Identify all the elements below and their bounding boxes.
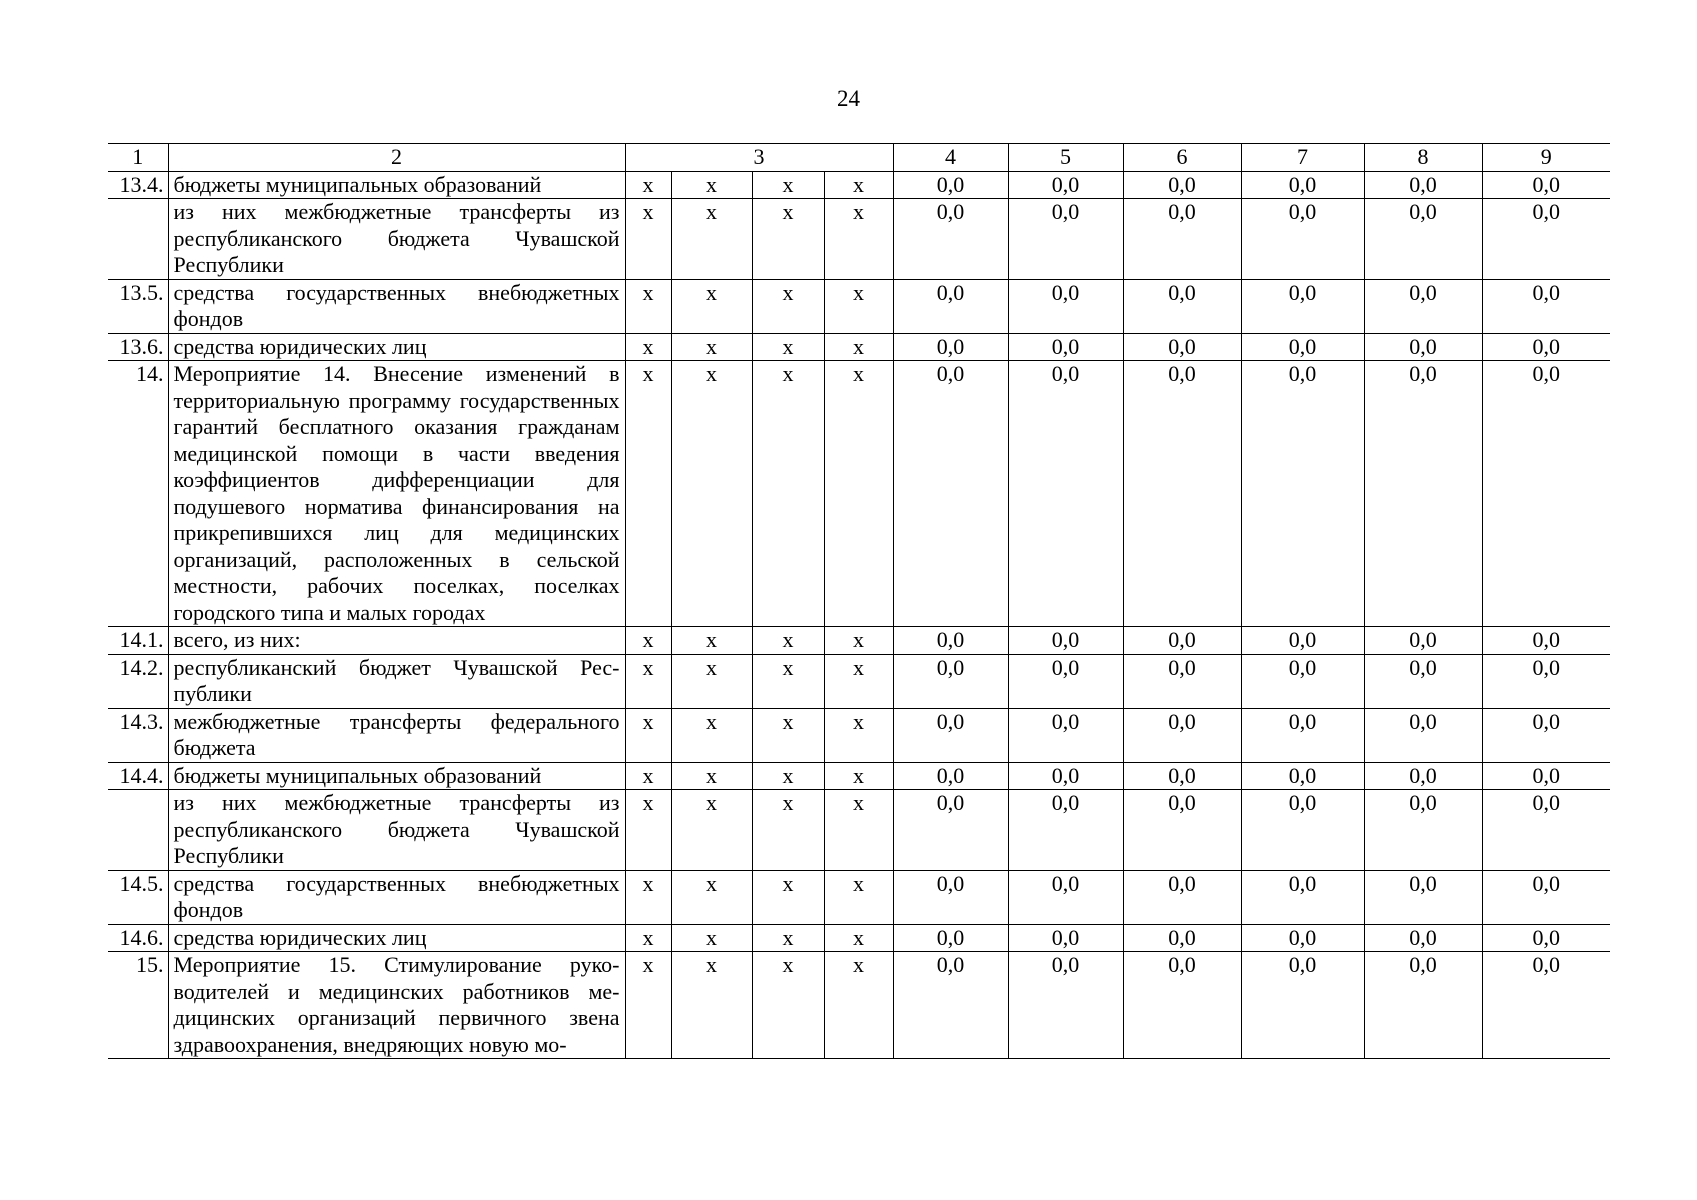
value-cell-col-9: 0,0 [1482,762,1610,790]
value-cell-col-4: 0,0 [893,924,1008,952]
value-cell-col-7: 0,0 [1241,708,1364,762]
header-cell-col-6: 6 [1123,144,1241,172]
value-cell-col-6: 0,0 [1123,870,1241,924]
value-cell-col-9: 0,0 [1482,952,1610,1059]
x-mark-cell: х [671,333,752,361]
table-row [108,924,1610,952]
value-cell-col-7: 0,0 [1241,762,1364,790]
value-cell-col-9: 0,0 [1482,171,1610,199]
x-mark-cell: х [752,924,824,952]
value-cell-col-4: 0,0 [893,279,1008,333]
table-row [108,762,1610,790]
x-mark-cell: х [671,654,752,708]
value-cell-col-5: 0,0 [1008,333,1123,361]
x-mark-cell: х [671,199,752,280]
value-cell-col-5: 0,0 [1008,279,1123,333]
value-cell-col-4: 0,0 [893,762,1008,790]
value-cell-col-7: 0,0 [1241,171,1364,199]
value-cell-col-5: 0,0 [1008,924,1123,952]
row-number-cell: 15. [108,952,168,1059]
row-number-cell: 13.4. [108,171,168,199]
page-number: 24 [837,86,860,111]
value-cell-col-4: 0,0 [893,333,1008,361]
value-cell-col-9: 0,0 [1482,279,1610,333]
x-mark-cell: х [752,708,824,762]
value-cell-col-8: 0,0 [1364,654,1482,708]
header-cell-col-1: 1 [108,144,168,172]
value-cell-col-6: 0,0 [1123,708,1241,762]
value-cell-col-7: 0,0 [1241,952,1364,1059]
value-cell-col-8: 0,0 [1364,790,1482,871]
row-description-cell: Мероприятие 15. Стимулирование руководителей и медицинских работников медицинских организаций первичного звена здравоохранения, внедряющих новую мо- [168,952,625,1059]
x-mark-cell: х [824,654,893,708]
header-cell-col-3: 3 [625,144,893,172]
x-mark-cell: х [824,790,893,871]
value-cell-col-6: 0,0 [1123,333,1241,361]
value-cell-col-4: 0,0 [893,790,1008,871]
value-cell-col-9: 0,0 [1482,790,1610,871]
value-cell-col-9: 0,0 [1482,708,1610,762]
value-cell-col-5: 0,0 [1008,627,1123,655]
value-cell-col-9: 0,0 [1482,654,1610,708]
x-mark-cell: х [625,361,671,627]
table-row [108,171,1610,199]
value-cell-col-4: 0,0 [893,952,1008,1059]
value-cell-col-4: 0,0 [893,627,1008,655]
value-cell-col-9: 0,0 [1482,199,1610,280]
value-cell-col-9: 0,0 [1482,333,1610,361]
value-cell-col-8: 0,0 [1364,171,1482,199]
value-cell-col-7: 0,0 [1241,654,1364,708]
x-mark-cell: х [625,333,671,361]
value-cell-col-4: 0,0 [893,870,1008,924]
row-number-cell: 13.5. [108,279,168,333]
x-mark-cell: х [625,279,671,333]
header-cell-col-5: 5 [1008,144,1123,172]
value-cell-col-7: 0,0 [1241,790,1364,871]
x-mark-cell: х [625,924,671,952]
value-cell-col-8: 0,0 [1364,952,1482,1059]
table-row [108,627,1610,655]
x-mark-cell: х [824,279,893,333]
header-cell-col-7: 7 [1241,144,1364,172]
row-description-cell: средства государственных внебюджетных фондов [168,279,625,333]
x-mark-cell: х [625,199,671,280]
x-mark-cell: х [671,171,752,199]
value-cell-col-5: 0,0 [1008,171,1123,199]
table-row [108,361,1610,627]
value-cell-col-6: 0,0 [1123,199,1241,280]
value-cell-col-8: 0,0 [1364,361,1482,627]
table-row [108,654,1610,708]
value-cell-col-6: 0,0 [1123,627,1241,655]
row-number-cell: 14.3. [108,708,168,762]
x-mark-cell: х [625,870,671,924]
value-cell-col-7: 0,0 [1241,333,1364,361]
x-mark-cell: х [671,627,752,655]
header-row [108,144,1610,172]
x-mark-cell: х [752,870,824,924]
row-number-cell: 14.2. [108,654,168,708]
header-cell-col-9: 9 [1482,144,1610,172]
value-cell-col-8: 0,0 [1364,627,1482,655]
x-mark-cell: х [752,762,824,790]
value-cell-col-9: 0,0 [1482,924,1610,952]
x-mark-cell: х [671,708,752,762]
value-cell-col-6: 0,0 [1123,279,1241,333]
x-mark-cell: х [671,762,752,790]
value-cell-col-5: 0,0 [1008,762,1123,790]
row-number-cell: 14.1. [108,627,168,655]
x-mark-cell: х [824,708,893,762]
program-table [108,143,1610,1059]
x-mark-cell: х [824,171,893,199]
value-cell-col-6: 0,0 [1123,924,1241,952]
row-description-cell: средства юридических лиц [168,924,625,952]
value-cell-col-6: 0,0 [1123,361,1241,627]
x-mark-cell: х [752,279,824,333]
row-description-cell: всего, из них: [168,627,625,655]
table-row [108,952,1610,1059]
x-mark-cell: х [752,790,824,871]
value-cell-col-4: 0,0 [893,654,1008,708]
row-description-cell: республиканский бюджет Чувашской Республики [168,654,625,708]
x-mark-cell: х [625,952,671,1059]
header-cell-col-2: 2 [168,144,625,172]
x-mark-cell: х [625,171,671,199]
x-mark-cell: х [625,654,671,708]
value-cell-col-6: 0,0 [1123,790,1241,871]
x-mark-cell: х [824,361,893,627]
row-description-cell: из них межбюджетные трансферты из республиканского бюджета Чувашской Республики [168,199,625,280]
row-number-cell [108,199,168,280]
row-number-cell [108,790,168,871]
value-cell-col-8: 0,0 [1364,924,1482,952]
x-mark-cell: х [824,762,893,790]
value-cell-col-8: 0,0 [1364,279,1482,333]
value-cell-col-9: 0,0 [1482,361,1610,627]
x-mark-cell: х [824,627,893,655]
value-cell-col-8: 0,0 [1364,708,1482,762]
row-description-cell: межбюджетные трансферты федерального бюджета [168,708,625,762]
row-description-cell: бюджеты муниципальных образований [168,171,625,199]
x-mark-cell: х [625,627,671,655]
row-number-cell: 13.6. [108,333,168,361]
value-cell-col-4: 0,0 [893,361,1008,627]
row-description-cell: бюджеты муниципальных образований [168,762,625,790]
row-number-cell: 14.5. [108,870,168,924]
value-cell-col-6: 0,0 [1123,952,1241,1059]
x-mark-cell: х [752,199,824,280]
value-cell-col-7: 0,0 [1241,279,1364,333]
value-cell-col-4: 0,0 [893,171,1008,199]
x-mark-cell: х [752,627,824,655]
value-cell-col-9: 0,0 [1482,627,1610,655]
x-mark-cell: х [671,870,752,924]
row-description-cell: из них межбюджетные трансферты из республиканского бюджета Чувашской Республики [168,790,625,871]
value-cell-col-4: 0,0 [893,199,1008,280]
value-cell-col-8: 0,0 [1364,762,1482,790]
table-row [108,279,1610,333]
value-cell-col-8: 0,0 [1364,870,1482,924]
row-number-cell: 14.4. [108,762,168,790]
table-row [108,333,1610,361]
value-cell-col-7: 0,0 [1241,627,1364,655]
row-description-cell: Мероприятие 14. Внесение изменений в территориальную программу государственных гарантий бесплатного оказания гражданам медицинской помощи в части введения коэффициентов дифференциации для подушевого норматива финансирования на прикрепившихся лиц для медицинских организаций, расположенных в сельской местности, рабочих поселках, поселках городского типа и малых городах [168,361,625,627]
value-cell-col-5: 0,0 [1008,199,1123,280]
x-mark-cell: х [671,790,752,871]
x-mark-cell: х [824,952,893,1059]
value-cell-col-5: 0,0 [1008,870,1123,924]
x-mark-cell: х [671,279,752,333]
value-cell-col-7: 0,0 [1241,870,1364,924]
value-cell-col-5: 0,0 [1008,790,1123,871]
value-cell-col-6: 0,0 [1123,171,1241,199]
value-cell-col-7: 0,0 [1241,361,1364,627]
x-mark-cell: х [752,654,824,708]
x-mark-cell: х [752,171,824,199]
value-cell-col-5: 0,0 [1008,654,1123,708]
value-cell-col-6: 0,0 [1123,762,1241,790]
value-cell-col-7: 0,0 [1241,199,1364,280]
x-mark-cell: х [824,333,893,361]
value-cell-col-8: 0,0 [1364,199,1482,280]
value-cell-col-5: 0,0 [1008,361,1123,627]
table-row [108,708,1610,762]
table-row [108,870,1610,924]
value-cell-col-5: 0,0 [1008,708,1123,762]
value-cell-col-8: 0,0 [1364,333,1482,361]
table-row [108,199,1610,280]
row-number-cell: 14.6. [108,924,168,952]
table-body [108,144,1610,1059]
value-cell-col-6: 0,0 [1123,654,1241,708]
x-mark-cell: х [625,790,671,871]
x-mark-cell: х [625,762,671,790]
value-cell-col-7: 0,0 [1241,924,1364,952]
x-mark-cell: х [752,952,824,1059]
x-mark-cell: х [824,924,893,952]
x-mark-cell: х [671,952,752,1059]
x-mark-cell: х [671,361,752,627]
header-cell-col-4: 4 [893,144,1008,172]
table-row [108,790,1610,871]
value-cell-col-9: 0,0 [1482,870,1610,924]
value-cell-col-4: 0,0 [893,708,1008,762]
x-mark-cell: х [752,361,824,627]
x-mark-cell: х [671,924,752,952]
row-description-cell: средства государственных внебюджетных фондов [168,870,625,924]
x-mark-cell: х [752,333,824,361]
x-mark-cell: х [625,708,671,762]
x-mark-cell: х [824,870,893,924]
value-cell-col-5: 0,0 [1008,952,1123,1059]
x-mark-cell: х [824,199,893,280]
row-description-cell: средства юридических лиц [168,333,625,361]
row-number-cell: 14. [108,361,168,627]
header-cell-col-8: 8 [1364,144,1482,172]
